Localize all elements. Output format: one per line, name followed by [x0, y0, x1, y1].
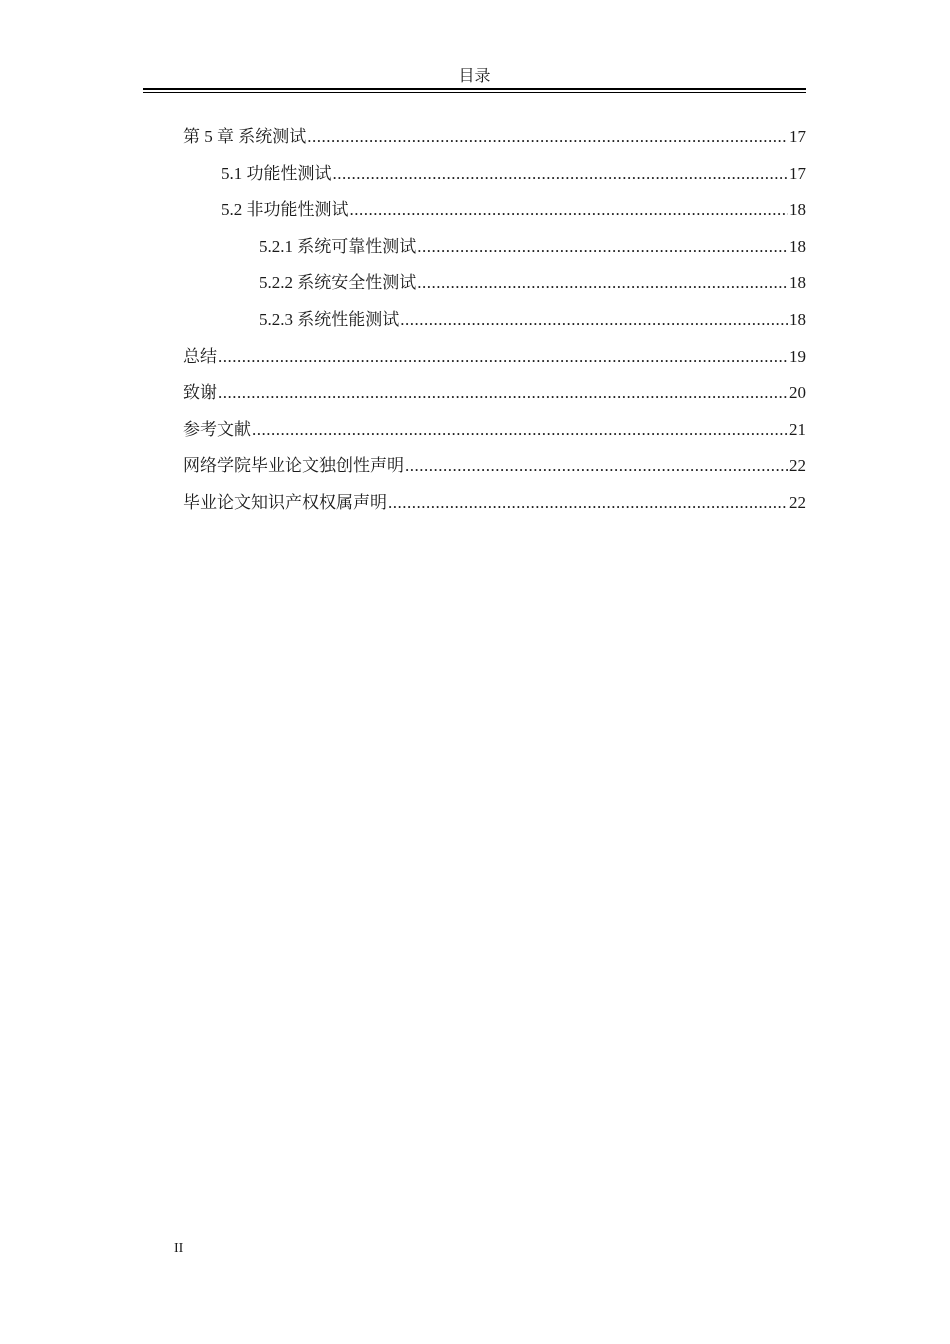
toc-entry-page: 22	[789, 492, 806, 512]
toc-entry-title: 参考文献	[183, 419, 251, 439]
toc-entry-title: 总结	[183, 346, 217, 366]
toc-entry-title: 5.2 非功能性测试	[221, 200, 349, 220]
toc-entry-title: 网络学院毕业论文独创性声明	[183, 456, 404, 476]
toc-entry-references[interactable]	[183, 417, 806, 454]
toc-dot-leader	[417, 270, 788, 296]
toc-dot-leader	[388, 490, 788, 516]
toc-entry-title: 致谢	[183, 383, 217, 403]
toc-dot-leader	[218, 380, 788, 406]
toc-entry-page: 21	[789, 419, 806, 439]
toc-entry-page: 18	[789, 200, 806, 220]
toc-entry-page: 18	[789, 273, 806, 293]
toc-entry-5-2-3[interactable]	[183, 307, 806, 344]
table-of-contents	[183, 124, 806, 527]
toc-entry-5-2-1[interactable]	[183, 234, 806, 271]
toc-dot-leader	[350, 197, 789, 223]
toc-dot-leader	[307, 124, 788, 150]
toc-entry-title: 第 5 章 系统测试	[183, 127, 307, 146]
page-number: II	[174, 1241, 184, 1256]
toc-entry-chapter-5[interactable]	[183, 124, 806, 161]
toc-entry-title: 毕业论文知识产权权属声明	[183, 492, 387, 512]
page-header-title: 目录	[458, 68, 491, 85]
header-rule-thick	[143, 88, 806, 90]
toc-entry-page: 19	[789, 346, 806, 366]
toc-entry-originality-statement[interactable]	[183, 453, 806, 490]
toc-entry-ip-statement[interactable]	[183, 490, 806, 527]
toc-dot-leader	[417, 234, 788, 260]
toc-dot-leader	[252, 417, 788, 443]
toc-entry-page: 20	[789, 383, 806, 403]
toc-entry-title: 5.2.1 系统可靠性测试	[259, 236, 417, 256]
toc-entry-summary[interactable]	[183, 344, 806, 381]
toc-entry-title: 5.1 功能性测试	[221, 163, 332, 183]
toc-entry-title: 5.2.2 系统安全性测试	[259, 273, 417, 293]
toc-dot-leader	[400, 307, 788, 333]
toc-entry-page: 22	[789, 456, 806, 476]
toc-entry-page: 18	[789, 236, 806, 256]
toc-entry-page: 18	[789, 309, 806, 329]
toc-entry-title: 5.2.3 系统性能测试	[259, 309, 400, 329]
toc-entry-5-2[interactable]	[183, 197, 806, 234]
toc-dot-leader	[405, 453, 788, 479]
toc-entry-5-1[interactable]	[183, 161, 806, 198]
toc-entry-acknowledgements[interactable]	[183, 380, 806, 417]
toc-entry-page: 17	[789, 163, 806, 183]
toc-dot-leader	[218, 344, 788, 370]
toc-dot-leader	[333, 161, 789, 187]
toc-entry-page: 17	[789, 127, 806, 146]
header-rule-thin	[143, 92, 806, 93]
toc-entry-5-2-2[interactable]	[183, 270, 806, 307]
